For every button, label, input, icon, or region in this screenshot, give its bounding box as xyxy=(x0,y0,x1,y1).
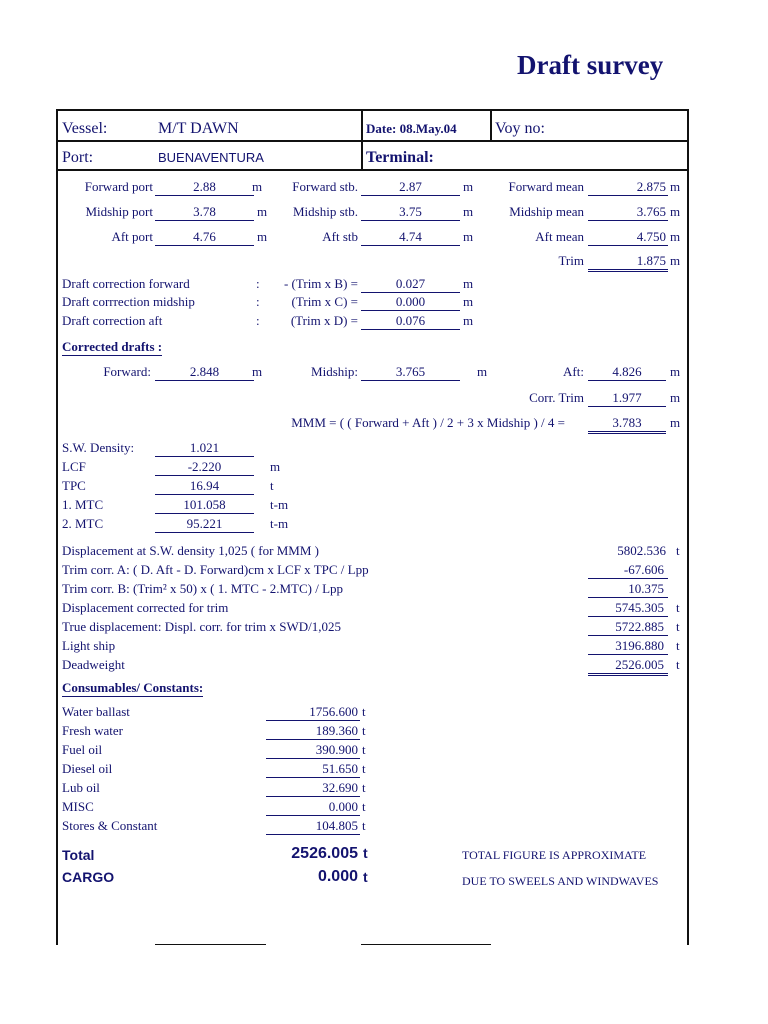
consumable-value: 104.805 xyxy=(266,818,360,835)
light-ship-value: 3196.880 xyxy=(588,638,668,655)
aft-mean-label: Aft mean xyxy=(535,229,584,244)
consumable-label: Stores & Constant xyxy=(62,818,158,833)
unit: m xyxy=(257,204,268,219)
corr-fwd-label: Draft correction forward xyxy=(62,276,190,291)
unit: m xyxy=(252,364,263,379)
unit: t xyxy=(363,845,368,861)
unit: t xyxy=(362,723,366,738)
mtc1-unit: t-m xyxy=(270,497,289,512)
survey-date: Date: 08.May.04 xyxy=(366,121,457,136)
colon: : xyxy=(256,276,260,291)
colon: : xyxy=(256,294,260,309)
trim-label: Trim xyxy=(558,253,584,268)
corr-disp-value: 5745.305 xyxy=(588,600,668,617)
unit: m xyxy=(463,294,474,309)
fwd-port-label: Forward port xyxy=(84,179,153,194)
consumable-label: Fresh water xyxy=(62,723,124,738)
mtc1-label: 1. MTC xyxy=(62,497,104,512)
mid-port-label: Midship port xyxy=(85,204,153,219)
mtc1-value: 101.058 xyxy=(155,497,254,514)
corr-disp-label: Displacement corrected for trim xyxy=(62,600,229,615)
consumable-value: 390.900 xyxy=(266,742,360,759)
fwd-mean-value: 2.875 xyxy=(588,179,668,196)
consumable-value: 0.000 xyxy=(266,799,360,816)
port-value: BUENAVENTURA xyxy=(158,150,264,165)
unit: t xyxy=(676,619,680,634)
note-line-2: DUE TO SWEELS AND WINDWAVES xyxy=(462,874,659,888)
unit: t xyxy=(362,818,366,833)
unit: m xyxy=(477,364,488,379)
mtc2-unit: t-m xyxy=(270,516,289,531)
consumable-value: 51.650 xyxy=(266,761,360,778)
unit: m xyxy=(670,179,681,194)
aft-port-label: Aft port xyxy=(111,229,153,244)
unit: m xyxy=(670,204,681,219)
unit: m xyxy=(252,179,263,194)
page-title: Draft survey xyxy=(517,50,664,80)
deadweight-value: 2526.005 xyxy=(588,657,668,676)
density-label: S.W. Density: xyxy=(62,440,135,455)
unit: m xyxy=(670,253,681,268)
lcf-value: -2.220 xyxy=(155,459,254,476)
unit: m xyxy=(670,415,681,430)
vessel-label: Vessel: xyxy=(62,120,108,137)
cargo-value: 0.000 xyxy=(317,868,358,885)
consumable-label: Diesel oil xyxy=(62,761,113,776)
fwd-stb-value: 2.87 xyxy=(361,179,460,196)
unit: t xyxy=(362,704,366,719)
corrected-aft-label: Aft: xyxy=(563,364,584,379)
lcf-unit: m xyxy=(270,459,281,474)
corrected-fwd-label: Forward: xyxy=(103,364,151,379)
tpc-label: TPC xyxy=(62,478,86,493)
trimA-value: -67.606 xyxy=(588,562,668,579)
trim-value: 1.875 xyxy=(588,253,668,272)
consumable-value: 32.690 xyxy=(266,780,360,797)
tpc-value: 16.94 xyxy=(155,478,254,495)
disp-value: 5802.536 xyxy=(617,543,666,558)
unit: m xyxy=(670,229,681,244)
corrected-heading: Corrected drafts : xyxy=(62,339,163,354)
mtc2-value: 95.221 xyxy=(155,516,254,533)
corr-trim-label: Corr. Trim xyxy=(529,390,584,405)
mid-port-value: 3.78 xyxy=(155,204,254,221)
corr-aft-value: 0.076 xyxy=(361,313,460,330)
unit: m xyxy=(463,229,474,244)
corr-aft-formula: (Trim x D) = xyxy=(290,313,358,328)
total-value: 2526.005 xyxy=(291,845,358,862)
mid-stb-value: 3.75 xyxy=(361,204,460,221)
corr-fwd-value: 0.027 xyxy=(361,276,460,293)
unit: t xyxy=(362,742,366,757)
consumables-heading: Consumables/ Constants: xyxy=(62,680,204,695)
lcf-label: LCF xyxy=(62,459,86,474)
trimA-label: Trim corr. A: ( D. Aft - D. Forward)cm x LCF x TPC / Lpp xyxy=(62,562,369,577)
deadweight-label: Deadweight xyxy=(62,657,125,672)
corr-mid-value: 0.000 xyxy=(361,294,460,311)
unit: t xyxy=(362,780,366,795)
unit: t xyxy=(676,600,680,615)
fwd-stb-label: Forward stb. xyxy=(292,179,358,194)
unit: m xyxy=(257,229,268,244)
true-disp-value: 5722.885 xyxy=(588,619,668,636)
true-disp-label: True displacement: Displ. corr. for trim x SWD/1,025 xyxy=(62,619,341,634)
consumable-label: Water ballast xyxy=(62,704,130,719)
light-ship-label: Light ship xyxy=(62,638,116,653)
aft-mean-value: 4.750 xyxy=(588,229,668,246)
unit: m xyxy=(670,390,681,405)
colon: : xyxy=(256,313,260,328)
signature-line-right xyxy=(361,944,491,945)
unit: t xyxy=(676,543,680,558)
corrected-mid-value: 3.765 xyxy=(361,364,460,381)
aft-stb-value: 4.74 xyxy=(361,229,460,246)
trimB-label: Trim corr. B: (Trim² x 50) x ( 1. MTC - 2.MTC) / Lpp xyxy=(62,581,344,596)
trimB-value: 10.375 xyxy=(588,581,668,598)
unit: m xyxy=(463,204,474,219)
signature-line-left xyxy=(155,944,266,945)
unit: t xyxy=(676,657,680,672)
consumable-value: 1756.600 xyxy=(266,704,360,721)
cargo-label: CARGO xyxy=(62,869,115,885)
disp-label: Displacement at S.W. density 1,025 ( for MMM ) xyxy=(62,543,319,558)
vessel-value: M/T DAWN xyxy=(158,120,239,137)
note-line-1: TOTAL FIGURE IS APPROXIMATE xyxy=(462,848,647,862)
unit: t xyxy=(676,638,680,653)
corrected-fwd-value: 2.848 xyxy=(155,364,254,381)
unit: t xyxy=(363,869,368,885)
total-label: Total xyxy=(62,847,95,863)
corr-aft-label: Draft correction aft xyxy=(62,313,163,328)
unit: m xyxy=(670,364,681,379)
consumable-label: MISC xyxy=(62,799,94,814)
unit: m xyxy=(463,276,474,291)
corr-mid-label: Draft corrrection midship xyxy=(62,294,195,309)
unit: t xyxy=(362,799,366,814)
corr-mid-formula: (Trim x C) = xyxy=(291,294,358,309)
unit: t xyxy=(362,761,366,776)
fwd-mean-label: Forward mean xyxy=(508,179,584,194)
unit: m xyxy=(463,179,474,194)
corr-trim-value: 1.977 xyxy=(588,390,666,407)
mid-mean-value: 3.765 xyxy=(588,204,668,221)
unit: m xyxy=(463,313,474,328)
voy-label: Voy no: xyxy=(495,120,545,137)
consumable-label: Lub oil xyxy=(62,780,100,795)
consumable-value: 189.360 xyxy=(266,723,360,740)
aft-stb-label: Aft stb xyxy=(322,229,358,244)
mid-stb-label: Midship stb. xyxy=(292,204,358,219)
density-value: 1.021 xyxy=(155,440,254,457)
tpc-unit: t xyxy=(270,478,274,493)
corrected-aft-value: 4.826 xyxy=(588,364,666,381)
mtc2-label: 2. MTC xyxy=(62,516,104,531)
mmm-formula: MMM = ( ( Forward + Aft ) / 2 + 3 x Midship ) / 4 = xyxy=(291,415,565,430)
corr-fwd-formula: - (Trim x B) = xyxy=(283,276,358,291)
port-label: Port: xyxy=(62,149,94,166)
aft-port-value: 4.76 xyxy=(155,229,254,246)
fwd-port-value: 2.88 xyxy=(155,179,254,196)
terminal-label: Terminal: xyxy=(366,149,434,166)
consumable-label: Fuel oil xyxy=(62,742,103,757)
mmm-value: 3.783 xyxy=(588,415,666,434)
corrected-mid-label: Midship: xyxy=(311,364,358,379)
mid-mean-label: Midship mean xyxy=(509,204,584,219)
